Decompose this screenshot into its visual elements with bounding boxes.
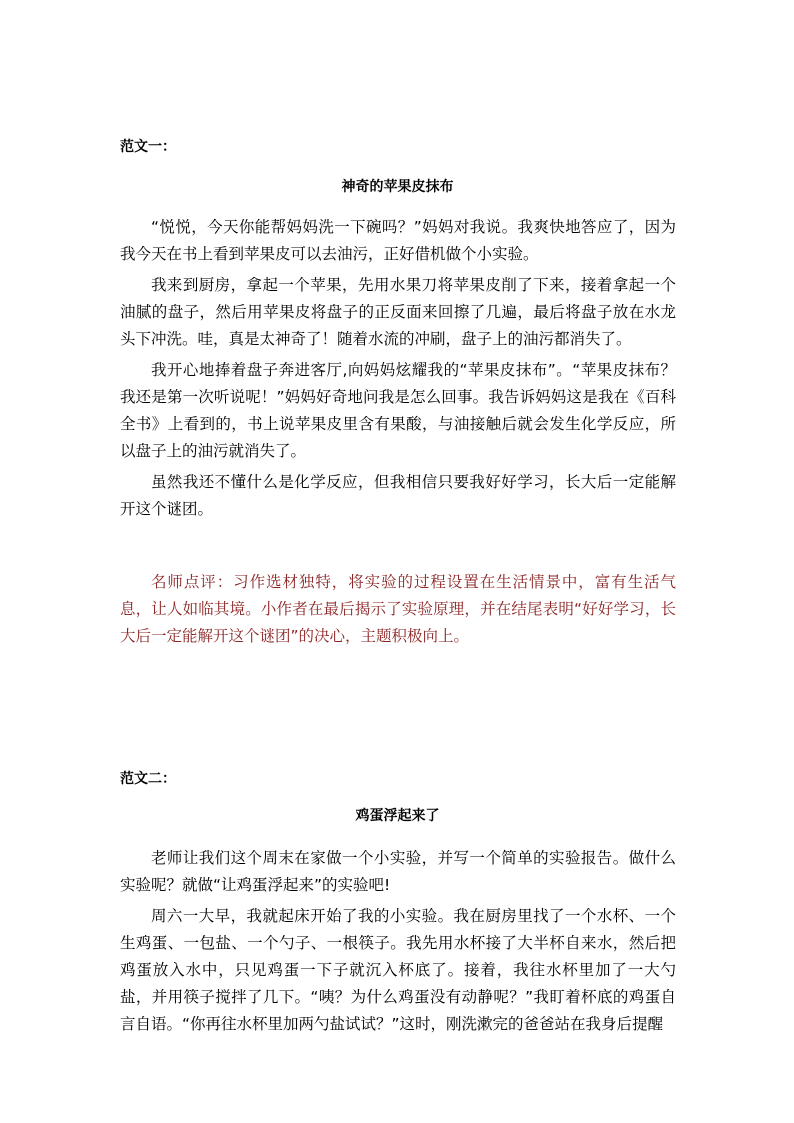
essay1-heading: 范文一： bbox=[120, 139, 176, 155]
essay2-heading: 范文二： bbox=[120, 771, 176, 787]
essay1-teacher-comment: 名师点评：习作选材独特，将实验的过程设置在生活情景中，富有生活气息，让人如临其境。小作者在最后揭示了实验原理，并在结尾表明“好好学习，长大后一定能解开这个谜团”的决心，主题积极向上。 bbox=[120, 573, 676, 645]
essay2-title: 鸡蛋浮起来了 bbox=[355, 808, 440, 824]
essay2-paragraph-1: 老师让我们这个周末在家做一个小实验，并写一个简单的实验报告。做什么实验呢？就做“让鸡蛋浮起来”的实验吧! bbox=[120, 849, 676, 894]
essay1-paragraph-2: 我来到厨房，拿起一个苹果，先用水果刀将苹果皮削了下来，接着拿起一个油腻的盘子，然后用苹果皮将盘子的正反面来回擦了几遍，最后将盘子放在水龙头下冲洗。哇，真是太神奇了！随着水流的冲刷，盘子上的油污都消失了。 bbox=[120, 276, 676, 348]
essay1-paragraph-1: “悦悦，今天你能帮妈妈洗一下碗吗？”妈妈对我说。我爽快地答应了，因为我今天在书上看到苹果皮可以去油污，正好借机做个小实验。 bbox=[120, 218, 676, 263]
essay1-paragraph-3: 我开心地捧着盘子奔进客厅,向妈妈炫耀我的“苹果皮抹布”。“苹果皮抹布？我还是第一次听说呢！”妈妈好奇地问我是怎么回事。我告诉妈妈这是我在《百科全书》上看到的，书上说苹果皮里含有果酸，与油接触后就会发生化学反应，所以盘子上的油污就消失了。 bbox=[120, 361, 676, 460]
essay1-paragraph-4: 虽然我还不懂什么是化学反应，但我相信只要我好好学习，长大后一定能解开这个谜团。 bbox=[120, 473, 676, 518]
essay2-paragraph-2: 周六一大早，我就起床开始了我的小实验。我在厨房里找了一个水杯、一个生鸡蛋、一包盐、一个勺子、一根筷子。我先用水杯接了大半杯自来水，然后把鸡蛋放入水中，只见鸡蛋一下子就沉入杯底了。接着，我往水杯里加了一大勺盐，并用筷子搅拌了几下。“咦？为什么鸡蛋没有动静呢？”我盯着杯底的鸡蛋自言自语。“你再往水杯里加两勺盐试试？”这时，刚洗漱完的爸爸站在我身后提醒 bbox=[120, 907, 676, 1033]
essay1-title: 神奇的苹果皮抹布 bbox=[341, 179, 454, 195]
